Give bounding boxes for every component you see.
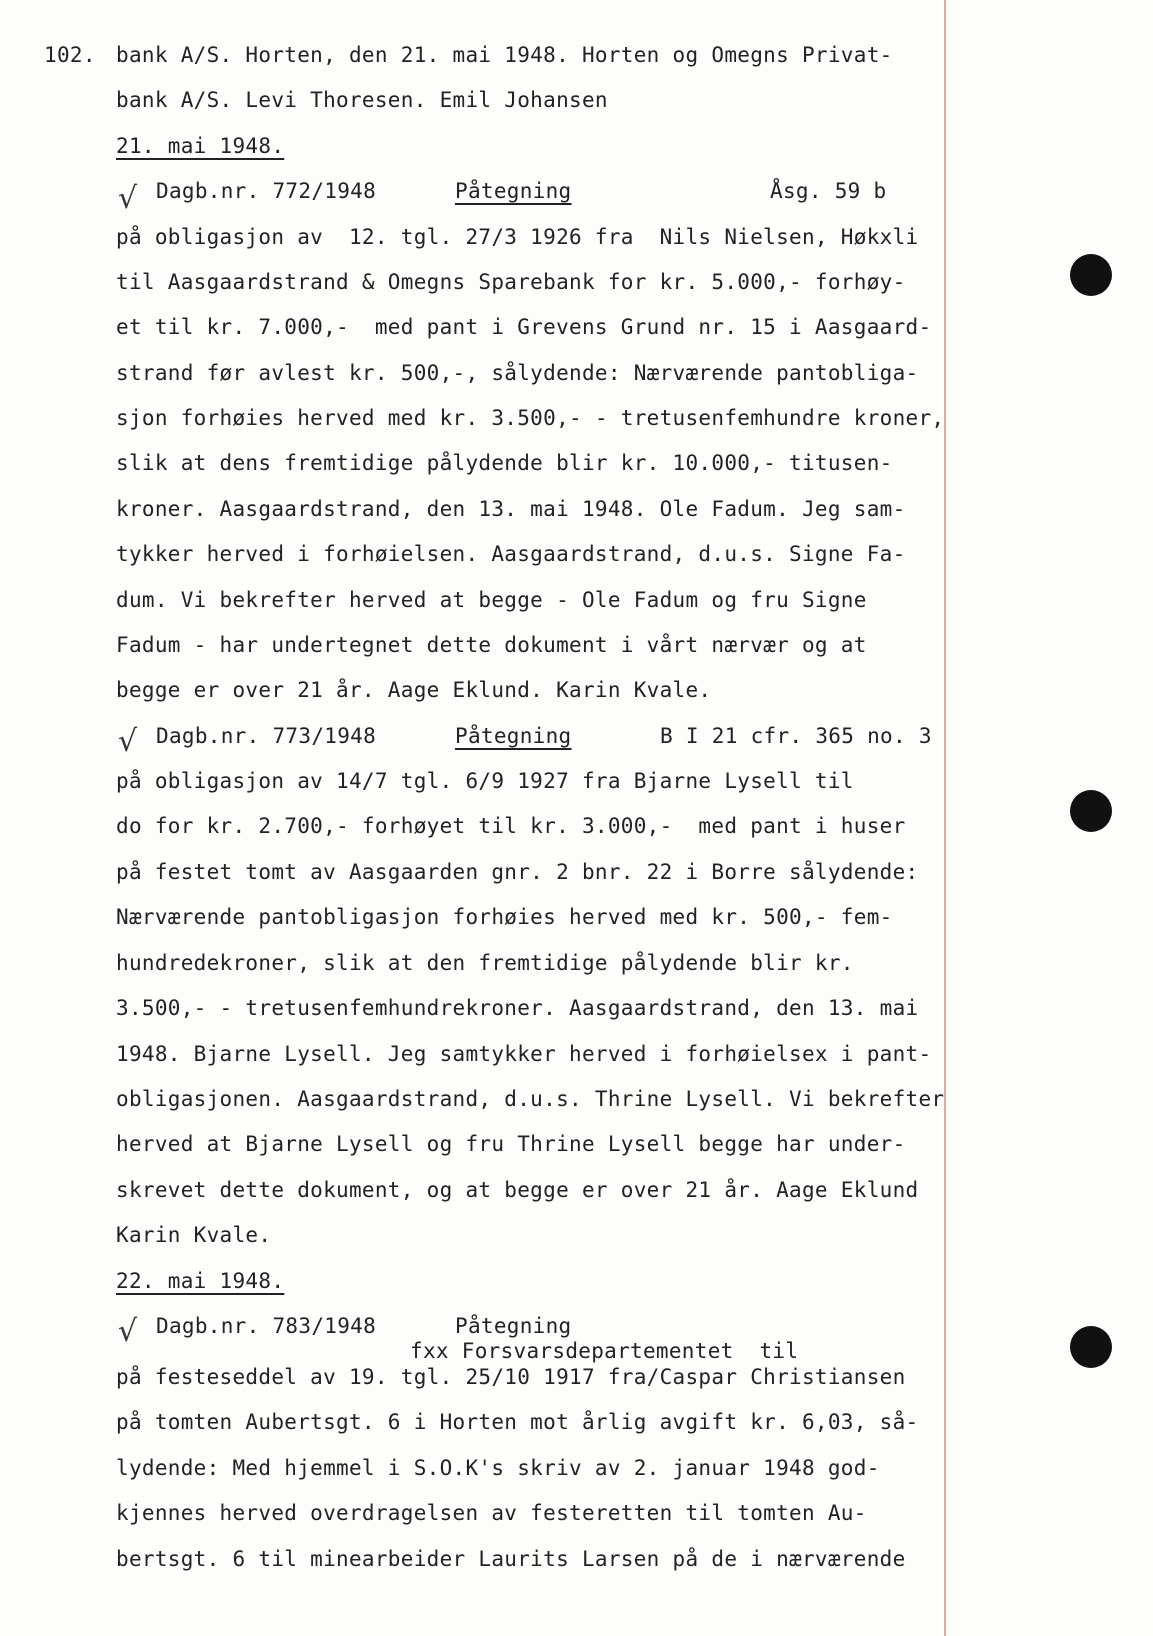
text-line: på tomten Aubertsgt. 6 i Horten mot årlig avgift kr. 6,03, så- [116, 1410, 919, 1434]
entry-reference: Åsg. 59 b [770, 179, 887, 203]
text-line: dum. Vi bekrefter herved at begge - Ole Fadum og fru Signe [116, 588, 867, 612]
entry-title: Påtegning [455, 1314, 572, 1338]
date-heading: 21. mai 1948. [116, 134, 285, 158]
text-line: herved at Bjarne Lysell og fru Thrine Lysell begge har under- [116, 1132, 906, 1156]
text-line: på obligasjon av 12. tgl. 27/3 1926 fra Nils Nielsen, Høkxli [116, 225, 919, 249]
text-line: et til kr. 7.000,- med pant i Grevens Grund nr. 15 i Aasgaard- [116, 315, 932, 339]
check-mark: √ [118, 181, 138, 216]
text-line: sjon forhøies herved med kr. 3.500,- - tretusenfemhundre kroner, [116, 406, 945, 430]
text-line: bank A/S. Levi Thoresen. Emil Johansen [116, 88, 608, 112]
text-line: Nærværende pantobligasjon forhøies herved med kr. 500,- fem- [116, 905, 893, 929]
text-line: lydende: Med hjemmel i S.O.K's skriv av 2. januar 1948 god- [116, 1456, 880, 1480]
entry-reference: B I 21 cfr. 365 no. 3 [660, 724, 932, 748]
diary-number: Dagb.nr. 772/1948 [156, 179, 377, 203]
check-mark: √ [118, 724, 138, 759]
text-line: til Aasgaardstrand & Omegns Sparebank for kr. 5.000,- forhøy- [116, 270, 906, 294]
text-line: tykker herved i forhøielsen. Aasgaardstrand, d.u.s. Signe Fa- [116, 542, 906, 566]
text-line: kroner. Aasgaardstrand, den 13. mai 1948. Ole Fadum. Jeg sam- [116, 497, 906, 521]
date-heading: 22. mai 1948. [116, 1269, 285, 1293]
text-line: Karin Kvale. [116, 1223, 272, 1247]
text-line: på festet tomt av Aasgaarden gnr. 2 bnr. 22 i Borre sålydende: [116, 860, 919, 884]
text-line: på obligasjon av 14/7 tgl. 6/9 1927 fra Bjarne Lysell til [116, 769, 854, 793]
entry-title: Påtegning [455, 179, 572, 203]
punch-hole [1070, 790, 1112, 832]
text-line: 1948. Bjarne Lysell. Jeg samtykker herved i forhøielsex i pant- [116, 1042, 932, 1066]
page-number: 102. [44, 43, 96, 67]
check-mark: √ [118, 1314, 138, 1349]
margin-rule [944, 0, 946, 1636]
text-line: Fadum - har undertegnet dette dokument i vårt nærvær og at [116, 633, 867, 657]
inserted-text: fxx Forsvarsdepartementet til [410, 1339, 799, 1363]
diary-number: Dagb.nr. 783/1948 [156, 1314, 377, 1338]
text-line: do for kr. 2.700,- forhøyet til kr. 3.000,- med pant i huser [116, 814, 906, 838]
text-line: begge er over 21 år. Aage Eklund. Karin Kvale. [116, 678, 712, 702]
text-line: bertsgt. 6 til minearbeider Laurits Larsen på de i nærværende [116, 1547, 906, 1571]
text-line: slik at dens fremtidige pålydende blir kr. 10.000,- titusen- [116, 451, 893, 475]
text-line: 3.500,- - tretusenfemhundrekroner. Aasgaardstrand, den 13. mai [116, 996, 919, 1020]
text-line: hundredekroner, slik at den fremtidige pålydende blir kr. [116, 951, 854, 975]
text-line: kjennes herved overdragelsen av festeretten til tomten Au- [116, 1501, 867, 1525]
entry-title: Påtegning [455, 724, 572, 748]
text-line: strand før avlest kr. 500,-, sålydende: Nærværende pantobliga- [116, 361, 919, 385]
text-line: på festeseddel av 19. tgl. 25/10 1917 fra/Caspar Christiansen [116, 1365, 906, 1389]
punch-hole [1070, 1326, 1112, 1368]
diary-number: Dagb.nr. 773/1948 [156, 724, 377, 748]
punch-hole [1070, 254, 1112, 296]
text-line: bank A/S. Horten, den 21. mai 1948. Horten og Omegns Privat- [116, 43, 893, 67]
text-line: skrevet dette dokument, og at begge er over 21 år. Aage Eklund [116, 1178, 919, 1202]
text-line: obligasjonen. Aasgaardstrand, d.u.s. Thrine Lysell. Vi bekrefter [116, 1087, 945, 1111]
